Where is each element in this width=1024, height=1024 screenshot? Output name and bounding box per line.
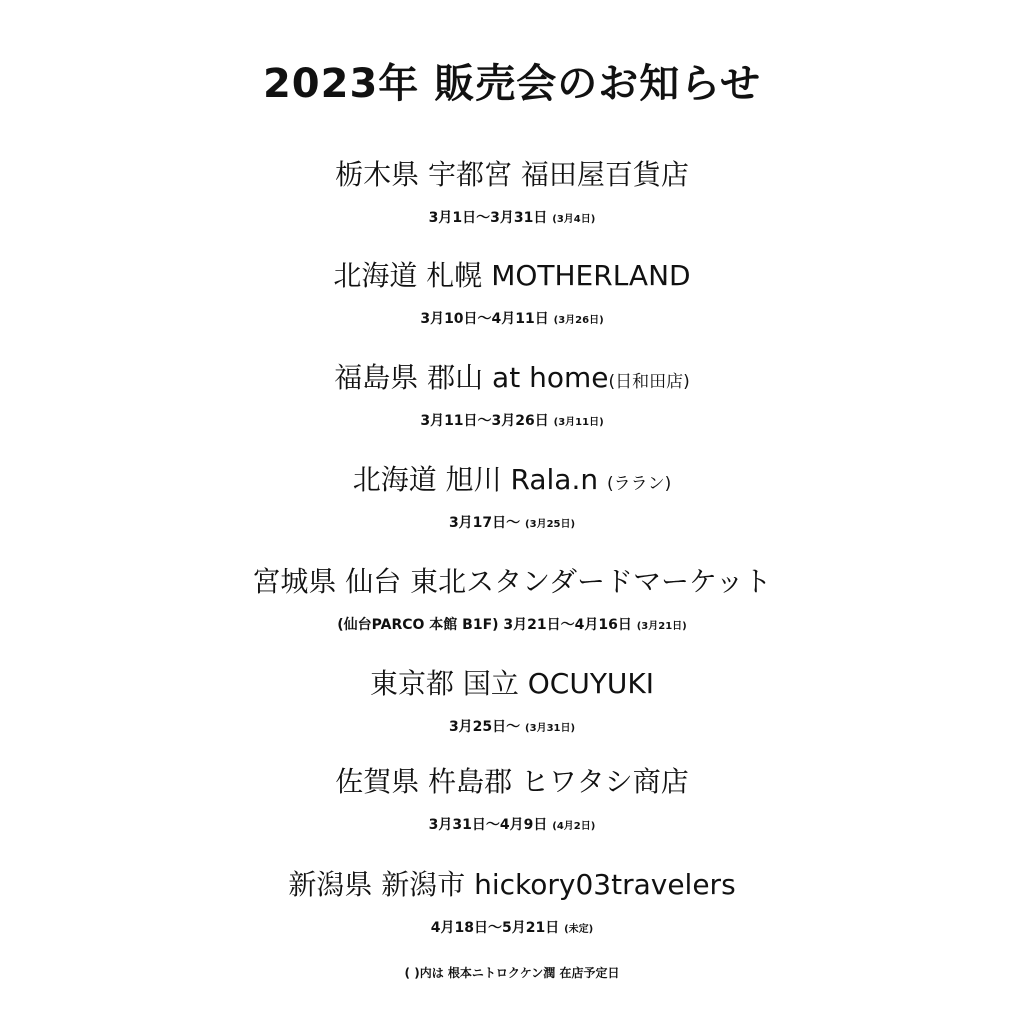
- event-dates: [0, 717, 1024, 739]
- event-venue: [0, 463, 1024, 501]
- sale-period: 3月17日〜: [448, 515, 521, 531]
- sale-period: 4月18日〜5月21日: [430, 920, 560, 936]
- page-title: 2023年 販売会のお知らせ: [262, 61, 762, 107]
- venue-name: 宮城県 仙台 東北スタンダードマーケット: [252, 565, 772, 598]
- sale-period: 3月10日〜4月11日: [420, 311, 549, 327]
- event-item: [0, 667, 1024, 739]
- sale-period: 3月31日〜4月9日: [428, 817, 548, 833]
- event-dates: [0, 309, 1024, 331]
- event-item: [0, 158, 1024, 230]
- instore-date: (3月21日): [636, 621, 687, 632]
- event-item: [0, 868, 1024, 940]
- event-dates: [0, 815, 1024, 837]
- event-dates: [0, 918, 1024, 940]
- instore-date: (3月25日): [525, 519, 576, 530]
- event-venue: [0, 765, 1024, 803]
- event-venue: [0, 259, 1024, 297]
- instore-date: (3月4日): [552, 214, 596, 225]
- instore-date: (3月31日): [525, 723, 576, 734]
- sale-period: 3月1日〜3月31日: [428, 210, 548, 226]
- instore-date: (3月26日): [553, 315, 604, 326]
- venue-name: 福島県 郡山 at home: [334, 361, 609, 394]
- event-venue: [0, 361, 1024, 399]
- event-venue: [0, 868, 1024, 906]
- venue-name: 北海道 札幌 MOTHERLAND: [333, 259, 691, 292]
- venue-name: 東京都 国立 OCUYUKI: [369, 667, 655, 700]
- venue-note: (日和田店): [608, 372, 690, 392]
- sale-period: 3月25日〜: [448, 719, 521, 735]
- event-venue: [0, 565, 1024, 603]
- instore-date: (3月11日): [553, 417, 604, 428]
- event-dates: [0, 513, 1024, 535]
- event-item: [0, 463, 1024, 535]
- event-item: [0, 259, 1024, 331]
- venue-note: (ララン): [607, 474, 672, 494]
- venue-name: 佐賀県 杵島郡 ヒワタシ商店: [335, 765, 689, 798]
- venue-name: 北海道 旭川 Rala.n: [352, 463, 599, 496]
- event-dates: [0, 208, 1024, 230]
- instore-date: (4月2日): [552, 821, 596, 832]
- event-venue: [0, 667, 1024, 705]
- footnote: ( )内は 根本ニトロクケン潤 在店予定日: [404, 966, 620, 980]
- sale-period: (仙台PARCO 本館 B1F) 3月21日〜4月16日: [337, 617, 632, 633]
- event-item: [0, 565, 1024, 637]
- venue-name: 新潟県 新潟市 hickory03travelers: [288, 868, 736, 901]
- event-item: [0, 361, 1024, 433]
- event-item: [0, 765, 1024, 837]
- event-dates: [0, 411, 1024, 433]
- event-venue: [0, 158, 1024, 196]
- sale-period: 3月11日〜3月26日: [420, 413, 549, 429]
- instore-date: (未定): [564, 924, 594, 935]
- venue-name: 栃木県 宇都宮 福田屋百貨店: [335, 158, 689, 191]
- event-dates: [0, 615, 1024, 637]
